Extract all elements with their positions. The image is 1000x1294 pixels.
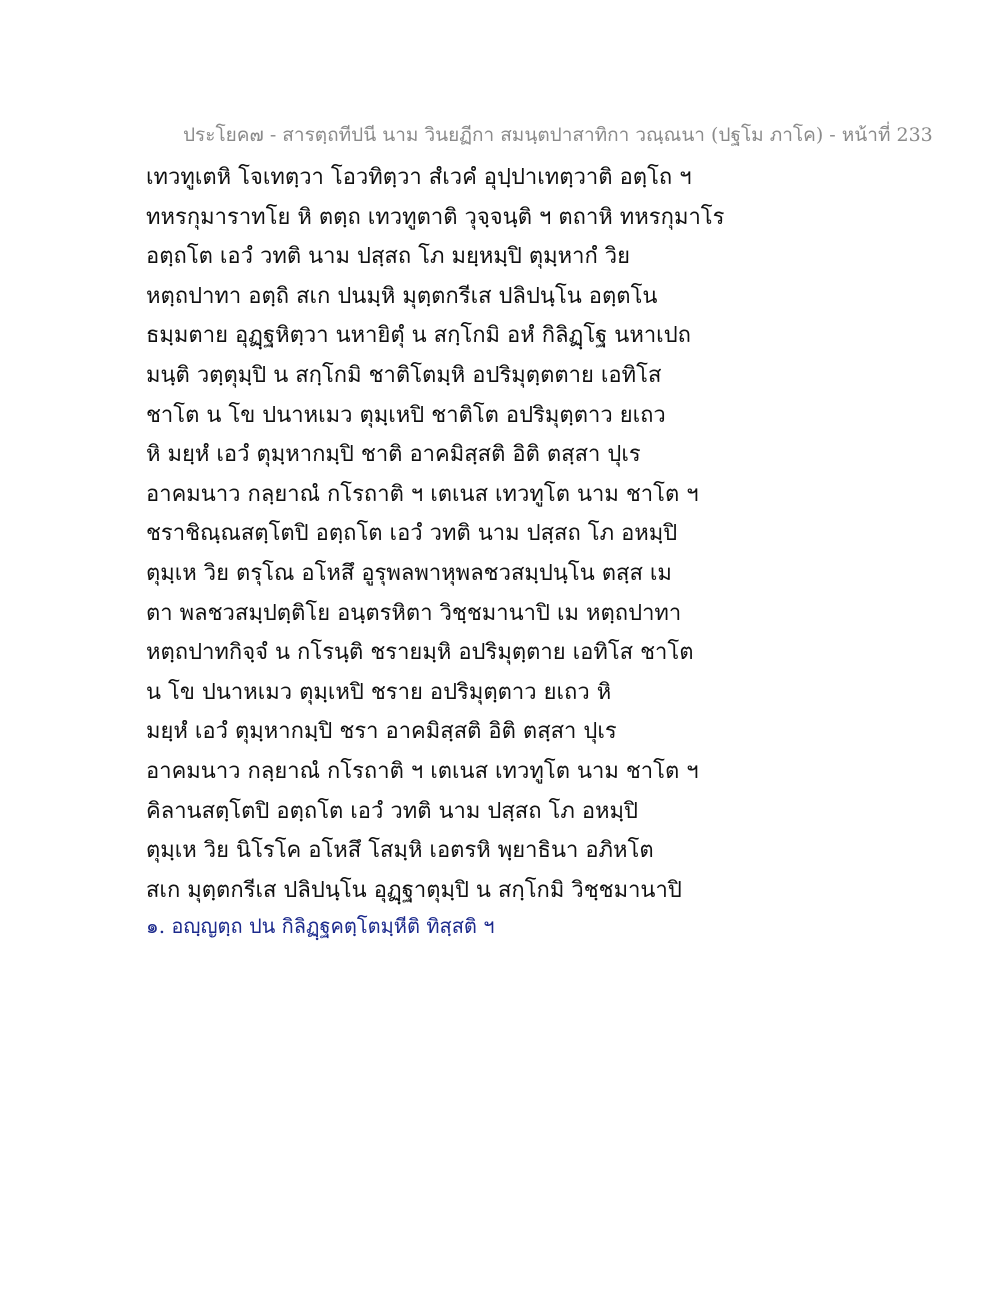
text-line: ธมฺมตาย อุฏฺฐหิตฺวา นหายิตุํ น สกฺโกมิ อหํ กิลิฏฺโฐ นหาเปถ	[146, 323, 691, 349]
body-text	[146, 158, 866, 910]
text-line: หตฺถปาทกิจฺจํ น กโรนฺติ ชรายมฺหิ อปริมุตฺตาย เอทิโส ชาโต	[146, 640, 694, 666]
text-line: มนฺติ วตฺตุมฺปิ น สกฺโกมิ ชาติโตมฺหิ อปริมุตฺตตาย เอทิโส	[146, 362, 662, 388]
text-line: ตุมฺเห วิย นิโรโค อโหสึ โสมฺหิ เอตรหิ พฺยาธินา อภิหโต	[146, 838, 654, 864]
text-line: หตฺถปาทา อตฺถิ สเก ปนมฺหิ มุตฺตกรีเส ปลิปนฺโน อตฺตโน	[146, 283, 658, 309]
text-line: น โข ปนาหเมว ตุมฺเหปิ ชราย อปริมุตฺตาว ยเถว หิ	[146, 679, 612, 705]
text-line: หิ มยฺหํ เอวํ ตุมฺหากมฺปิ ชาติ อาคมิสฺสติ อิติ ตสฺสา ปุเร	[146, 442, 641, 468]
text-line: คิลานสตฺโตปิ อตฺถโต เอวํ วทติ นาม ปสฺสถ โภ อหมฺปิ	[146, 798, 639, 824]
text-line: ตุมฺเห วิย ตรุโณ อโหสึ อูรุพลพาหุพลชวสมฺปนฺโน ตสฺส เม	[146, 560, 672, 586]
text-line: ตา พลชวสมฺปตฺติโย อนฺตรหิตา วิชฺชมานาปิ เม หตฺถปาทา	[146, 600, 682, 626]
running-header: ประโยค๗ - สารตฺถทีปนี นาม วินยฏีกา สมนฺตปาสาทิกา วณฺณนา (ปฐโม ภาโค) - หน้าที่ 233	[183, 124, 933, 146]
text-line: ทหรกุมาราทโย หิ ตตฺถ เทวทูตาติ วุจฺจนฺติ ฯ ตถาหิ ทหรกุมาโร	[146, 204, 725, 230]
text-line: มยฺหํ เอวํ ตุมฺหากมฺปิ ชรา อาคมิสฺสติ อิติ ตสฺสา ปุเร	[146, 719, 617, 745]
text-line: อาคมนาว กลฺยาณํ กโรถาติ ฯ เตเนส เทวทูโต นาม ชาโต ฯ	[146, 758, 699, 784]
text-line: อาคมนาว กลฺยาณํ กโรถาติ ฯ เตเนส เทวทูโต นาม ชาโต ฯ	[146, 481, 699, 507]
text-line: อตฺถโต เอวํ วทติ นาม ปสฺสถ โภ มยฺหมฺปิ ตุมฺหากํ วิย	[146, 244, 631, 270]
text-line: ชาโต น โข ปนาหเมว ตุมฺเหปิ ชาติโต อปริมุตฺตาว ยเถว	[146, 402, 666, 428]
text-line: เทวทูเตหิ โจเทตฺวา โอวทิตฺวา สํเวคํ อุปฺปาเทตฺวาติ อตฺโถ ฯ	[146, 165, 692, 190]
footnote: ๑. อญฺญตฺถ ปน กิลิฏฺฐคตฺโตมฺหีติ ทิสฺสติ ฯ	[146, 914, 495, 938]
text-line: ชราชิณฺณสตฺโตปิ อตฺถโต เอวํ วทติ นาม ปสฺสถ โภ อหมฺปิ	[146, 521, 678, 547]
text-line: สเก มุตฺตกรีเส ปลิปนฺโน อุฏฺฐาตุมฺปิ น สกฺโกมิ วิชฺชมานาปิ	[146, 877, 682, 903]
